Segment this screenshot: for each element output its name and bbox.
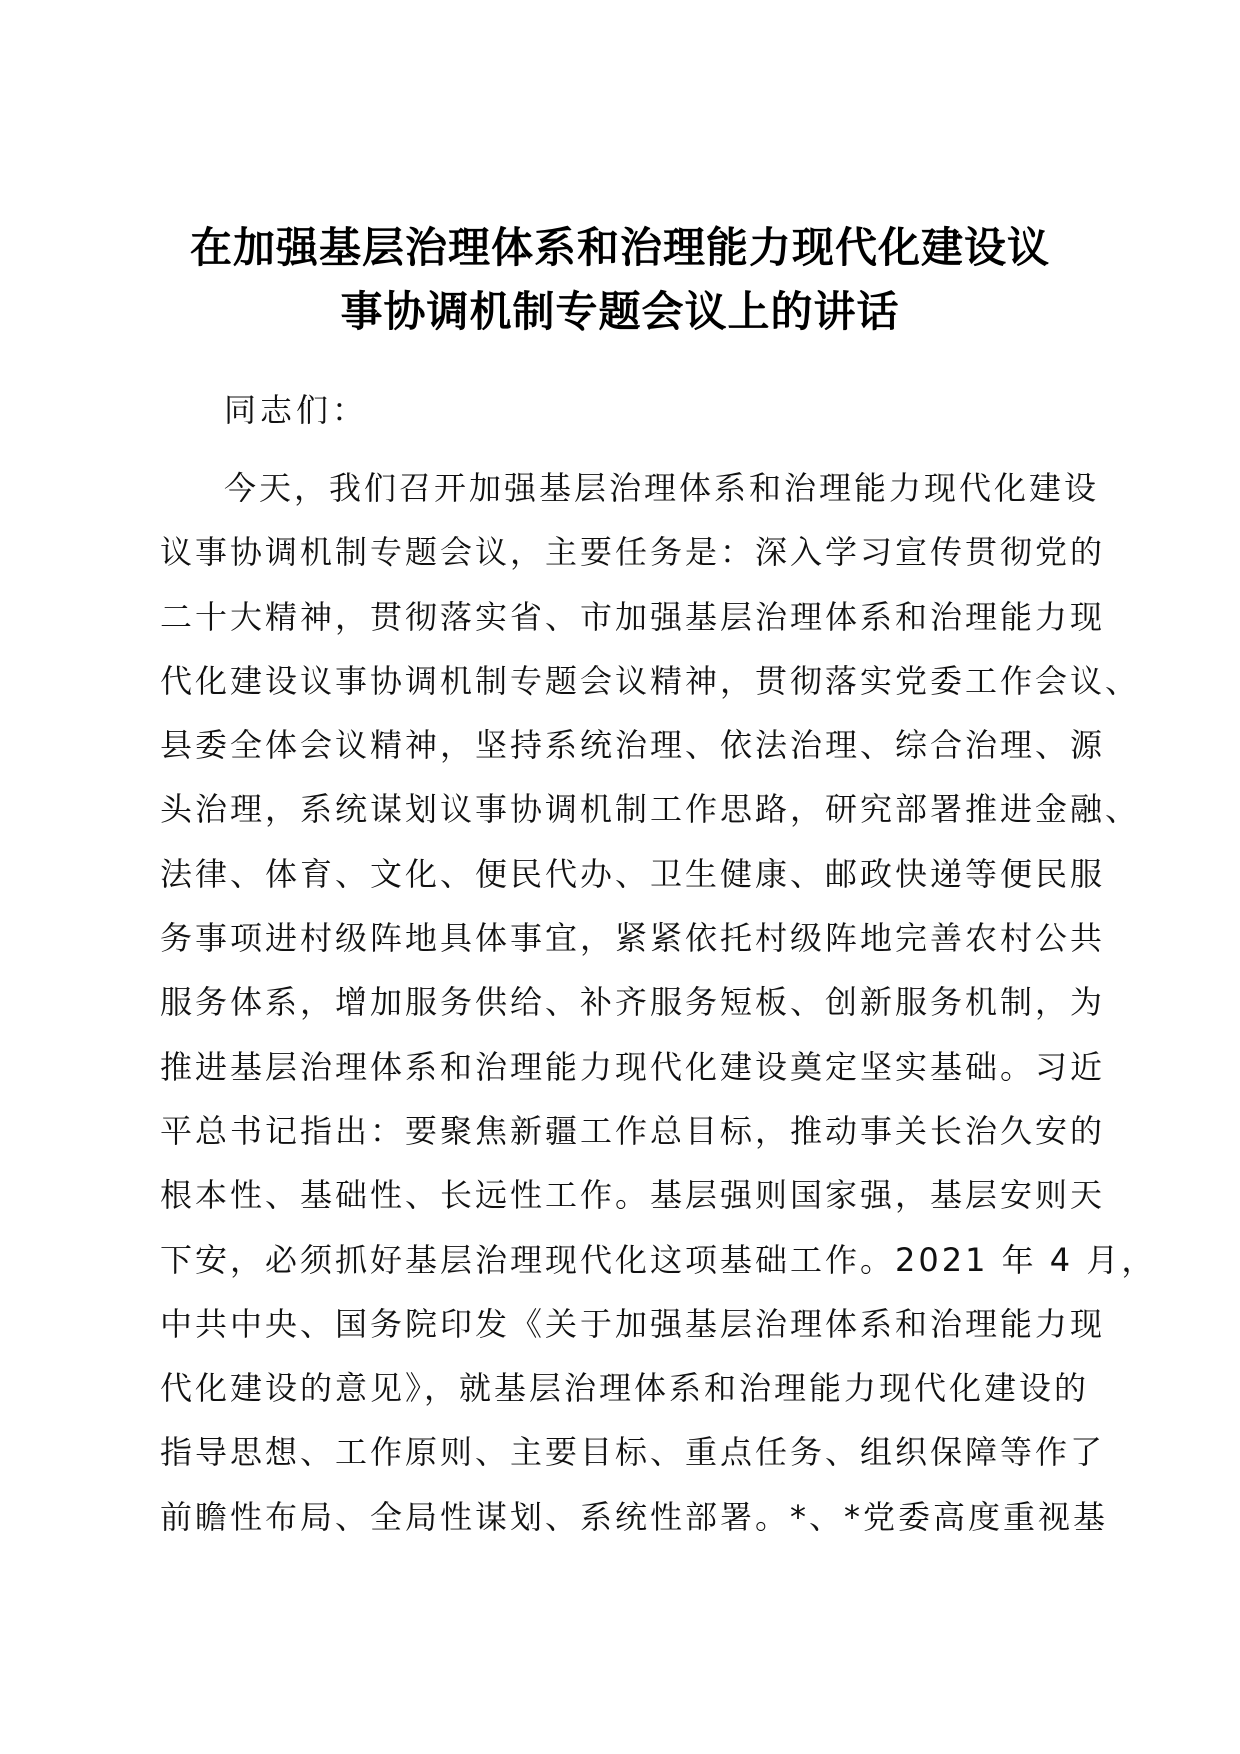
document-title <box>0 216 1240 344</box>
body-line: 代化建设议事协调机制专题会议精神，贯彻落实党委工作会议、 <box>160 661 1141 700</box>
title-line: 在加强基层治理体系和治理能力现代化建设议 <box>189 223 1050 272</box>
body-line: 今天，我们召开加强基层治理体系和治理能力现代化建设 <box>224 469 1100 507</box>
body-line: 县委全体会议精神，坚持系统治理、依法治理、综合治理、源 <box>160 726 1106 765</box>
body-line: 推进基层治理体系和治理能力现代化建设奠定坚实基础。习近 <box>160 1047 1106 1086</box>
body-line: 平总书记指出：要聚焦新疆工作总目标，推动事关长治久安的 <box>160 1111 1106 1150</box>
body-line: 中共中央、国务院印发《关于加强基层治理体系和治理能力现 <box>160 1304 1106 1343</box>
salutation: 同志们： <box>224 391 369 429</box>
title-line: 事协调机制专题会议上的讲话 <box>340 287 900 336</box>
body-paragraph <box>160 456 1157 1549</box>
body-line: 二十大精神，贯彻落实省、市加强基层治理体系和治理能力现 <box>160 597 1106 636</box>
body-line: 指导思想、工作原则、主要目标、重点任务、组织保障等作了 <box>160 1433 1106 1472</box>
body-line: 根本性、基础性、长远性工作。基层强则国家强，基层安则天 <box>160 1176 1106 1215</box>
body-line: 头治理，系统谋划议事协调机制工作思路，研究部署推进金融、 <box>160 790 1141 829</box>
body-line: 前瞻性布局、全局性谋划、系统性部署。*、*党委高度重视基 <box>160 1497 1109 1536</box>
body-line: 务事项进村级阵地具体事宜，紧紧依托村级阵地完善农村公共 <box>160 919 1106 958</box>
body-line: 代化建设的意见》，就基层治理体系和治理能力现代化建设的 <box>160 1369 1090 1408</box>
body-line: 下安，必须抓好基层治理现代化这项基础工作。2021 年 4 月， <box>160 1240 1157 1279</box>
body-line: 议事协调机制专题会议，主要任务是：深入学习宣传贯彻党的 <box>160 533 1106 572</box>
body-line: 法律、体育、文化、便民代办、卫生健康、邮政快递等便民服 <box>160 854 1106 893</box>
body-line: 服务体系，增加服务供给、补齐服务短板、创新服务机制，为 <box>160 983 1106 1022</box>
